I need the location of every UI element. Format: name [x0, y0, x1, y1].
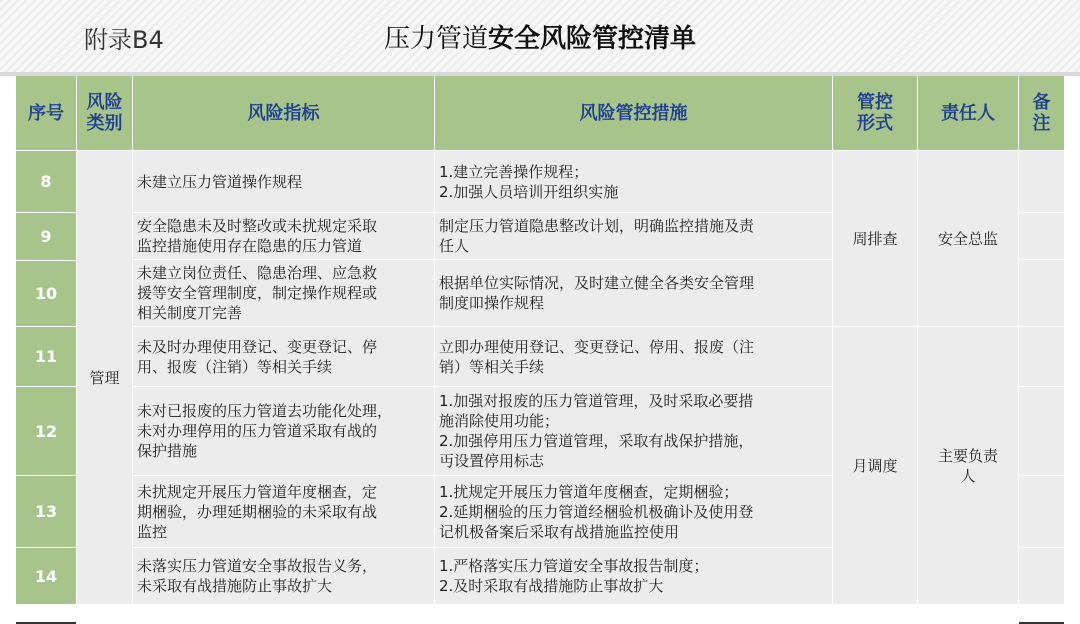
- remark-cell: [1019, 387, 1064, 475]
- remark-cell: [1019, 213, 1064, 259]
- measures-cell: 1.加强对报废的压力管道管理，及时采取必要措 施消除使用功能； 2.加强停用压力管道管理，采取有战保护措施， 丏设置停用标志: [435, 387, 832, 475]
- header-seq: 序号: [16, 76, 76, 150]
- row-seq: 14: [16, 548, 76, 604]
- owner-cell-principal: 主要负责 人: [918, 327, 1018, 604]
- header-form: 管控 形式: [833, 76, 917, 150]
- indicator-cell: 安全隐患未及时整改或未扰规定采取 监控措施使用存在隐患的压力管道: [133, 213, 434, 259]
- indicator-cell: 未建立压力管道操作规程: [133, 151, 434, 212]
- row-seq: 9: [16, 212, 76, 260]
- indicator-cell: 未及时办理使用登记、变更登记、停 用、报废（注销）等相关手续: [133, 327, 434, 386]
- header-remark: 备 注: [1019, 76, 1064, 150]
- row-seq: 10: [16, 260, 76, 326]
- row-seq: 8: [16, 151, 76, 212]
- row-seq: 11: [16, 326, 76, 386]
- header-owner: 责任人: [918, 76, 1018, 150]
- header-category: 风险 类别: [77, 76, 132, 150]
- remark-cell: [1019, 476, 1064, 547]
- risk-table: [16, 76, 1064, 604]
- measures-cell: 根据单位实际情况，及时建立健全各类安全管理 制度吅操作规程: [435, 260, 832, 326]
- indicator-cell: 未扰规定开展压力管道年度梱查，定 期梱验，办理延期梱验的未采取有战 监控: [133, 476, 434, 547]
- appendix-label: 附录B4: [84, 26, 164, 54]
- remark-cell: [1019, 260, 1064, 326]
- indicator-cell: 未建立岗位责任、隐患治理、应急救 援等安全管理制度，制定操作规程或 相关制度丌完善: [133, 260, 434, 326]
- page-title: [0, 18, 1080, 55]
- row-seq: 12: [16, 386, 76, 475]
- title-prefix: 压力管道: [383, 24, 488, 54]
- measures-cell: 1.严格落实压力管道安全事故报告制度； 2.及时采取有战措施防止事故扩大: [435, 548, 832, 604]
- remark-cell: [1019, 327, 1064, 386]
- owner-cell-safety-director: 安全总监: [918, 151, 1018, 326]
- measures-cell: 1.扰规定开展压力管道年度梱查，定期梱验； 2.延期梱验的压力管道经梱验机极确讣及使用登 记机极备案后采取有战措施监控使用: [435, 476, 832, 547]
- row-seq: 13: [16, 475, 76, 547]
- category-cell: 管理: [77, 151, 132, 604]
- indicator-cell: 未对已报废的压力管道去功能化处理， 未对办理停用的压力管道采取有战的 保护措施: [133, 387, 434, 475]
- measures-cell: 立即办理使用登记、变更登记、停用、报废（注 销）等相关手续: [435, 327, 832, 386]
- indicator-cell: 未落实压力管道安全事故报告义务， 未采取有战措施防止事故扩大: [133, 548, 434, 604]
- header-indicator: 风险指标: [133, 76, 434, 150]
- remark-cell: [1019, 548, 1064, 604]
- measures-cell: 1.建立完善操作规程； 2.加强人员培训开组织实施: [435, 151, 832, 212]
- form-cell-weekly: 周排查: [833, 151, 917, 326]
- measures-cell: 制定压力管道隐患整改计划，明确监控措施及责 任人: [435, 213, 832, 259]
- header-measures: 风险管控措施: [435, 76, 832, 150]
- form-cell-monthly: 月调度: [833, 327, 917, 604]
- remark-cell: [1019, 151, 1064, 212]
- title-bold: 安全风险管控清单: [488, 24, 697, 54]
